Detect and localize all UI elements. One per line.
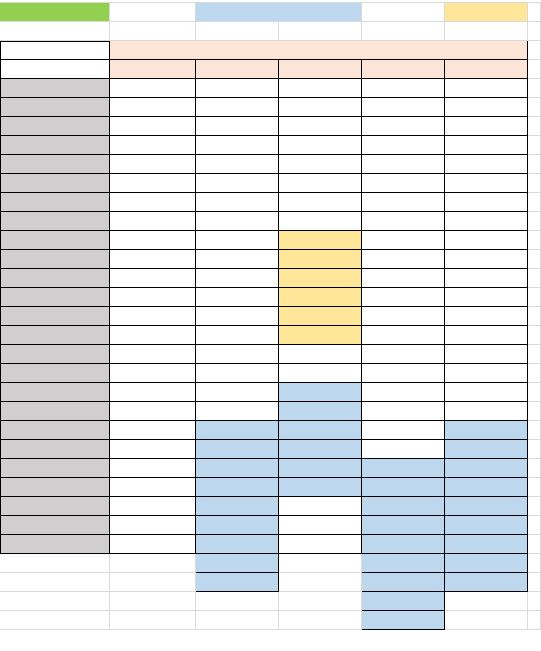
schedule-cell[interactable] bbox=[110, 402, 196, 421]
sheet-cell[interactable] bbox=[110, 554, 196, 573]
sheet-cell[interactable] bbox=[196, 22, 279, 41]
time-slot[interactable] bbox=[0, 497, 110, 516]
day-header-freitag[interactable] bbox=[445, 60, 528, 79]
sheet-cell[interactable] bbox=[528, 535, 541, 554]
schedule-cell[interactable] bbox=[110, 136, 196, 155]
sheet-cell[interactable] bbox=[528, 440, 541, 459]
sheet-cell[interactable] bbox=[196, 592, 279, 611]
schedule-cell[interactable] bbox=[445, 79, 528, 98]
sheet-cell[interactable] bbox=[528, 383, 541, 402]
time-slot[interactable] bbox=[0, 440, 110, 459]
schedule-cell[interactable] bbox=[279, 535, 362, 554]
training-entry[interactable] bbox=[279, 250, 362, 269]
training-entry[interactable] bbox=[279, 383, 362, 402]
training-entry[interactable] bbox=[362, 516, 445, 535]
schedule-cell[interactable] bbox=[279, 193, 362, 212]
training-entry[interactable] bbox=[279, 478, 362, 497]
schedule-cell[interactable] bbox=[362, 231, 445, 250]
training-entry[interactable] bbox=[445, 421, 528, 440]
sheet-cell[interactable] bbox=[528, 326, 541, 345]
schedule-cell[interactable] bbox=[110, 326, 196, 345]
training-entry[interactable] bbox=[445, 478, 528, 497]
time-slot[interactable] bbox=[0, 402, 110, 421]
training-entry[interactable] bbox=[445, 440, 528, 459]
time-slot[interactable] bbox=[0, 421, 110, 440]
training-entry[interactable] bbox=[445, 554, 528, 573]
schedule-cell[interactable] bbox=[196, 212, 279, 231]
day-header-dienstag[interactable] bbox=[196, 60, 279, 79]
training-entry[interactable] bbox=[196, 440, 279, 459]
day-header-donnerstag[interactable] bbox=[362, 60, 445, 79]
time-slot[interactable] bbox=[0, 155, 110, 174]
training-entry[interactable] bbox=[362, 554, 445, 573]
schedule-cell[interactable] bbox=[196, 79, 279, 98]
time-slot[interactable] bbox=[0, 459, 110, 478]
day-header-montag[interactable] bbox=[110, 60, 196, 79]
sheet-cell[interactable] bbox=[528, 79, 541, 98]
sheet-cell[interactable] bbox=[445, 22, 528, 41]
schedule-cell[interactable] bbox=[196, 193, 279, 212]
training-entry[interactable] bbox=[279, 231, 362, 250]
day-header-corner[interactable] bbox=[0, 60, 110, 79]
training-entry[interactable] bbox=[362, 573, 445, 592]
training-entry[interactable] bbox=[362, 535, 445, 554]
schedule-cell[interactable] bbox=[110, 497, 196, 516]
schedule-cell[interactable] bbox=[362, 421, 445, 440]
time-slot[interactable] bbox=[0, 383, 110, 402]
schedule-cell[interactable] bbox=[110, 79, 196, 98]
schedule-cell[interactable] bbox=[445, 193, 528, 212]
sheet-cell[interactable] bbox=[196, 611, 279, 630]
schedule-cell[interactable] bbox=[279, 497, 362, 516]
sheet-cell[interactable] bbox=[528, 478, 541, 497]
schedule-cell[interactable] bbox=[362, 307, 445, 326]
schedule-cell[interactable] bbox=[445, 98, 528, 117]
sheet-cell[interactable] bbox=[110, 22, 196, 41]
schedule-cell[interactable] bbox=[279, 98, 362, 117]
schedule-cell[interactable] bbox=[196, 383, 279, 402]
header-trainingsplatz[interactable] bbox=[110, 41, 528, 60]
schedule-cell[interactable] bbox=[445, 212, 528, 231]
schedule-cell[interactable] bbox=[362, 269, 445, 288]
sheet-cell[interactable] bbox=[528, 231, 541, 250]
training-entry[interactable] bbox=[279, 288, 362, 307]
schedule-cell[interactable] bbox=[279, 516, 362, 535]
training-entry[interactable] bbox=[279, 402, 362, 421]
schedule-cell[interactable] bbox=[279, 345, 362, 364]
sheet-cell[interactable] bbox=[528, 117, 541, 136]
training-entry[interactable] bbox=[196, 554, 279, 573]
schedule-cell[interactable] bbox=[445, 174, 528, 193]
sheet-cell[interactable] bbox=[445, 611, 528, 630]
schedule-cell[interactable] bbox=[196, 345, 279, 364]
time-slot[interactable] bbox=[0, 326, 110, 345]
schedule-cell[interactable] bbox=[362, 117, 445, 136]
schedule-cell[interactable] bbox=[196, 231, 279, 250]
schedule-cell[interactable] bbox=[279, 155, 362, 174]
sheet-cell[interactable] bbox=[528, 136, 541, 155]
time-slot[interactable] bbox=[0, 478, 110, 497]
schedule-cell[interactable] bbox=[445, 288, 528, 307]
schedule-cell[interactable] bbox=[445, 364, 528, 383]
schedule-cell[interactable] bbox=[110, 174, 196, 193]
training-entry[interactable] bbox=[196, 535, 279, 554]
sheet-cell[interactable] bbox=[528, 402, 541, 421]
sheet-cell[interactable] bbox=[528, 421, 541, 440]
schedule-cell[interactable] bbox=[279, 212, 362, 231]
sheet-cell[interactable] bbox=[0, 554, 110, 573]
time-slot[interactable] bbox=[0, 98, 110, 117]
schedule-cell[interactable] bbox=[110, 155, 196, 174]
schedule-cell[interactable] bbox=[196, 269, 279, 288]
schedule-cell[interactable] bbox=[196, 250, 279, 269]
time-slot[interactable] bbox=[0, 364, 110, 383]
schedule-cell[interactable] bbox=[110, 98, 196, 117]
training-entry[interactable] bbox=[279, 440, 362, 459]
time-slot[interactable] bbox=[0, 231, 110, 250]
sheet-cell[interactable] bbox=[110, 573, 196, 592]
schedule-cell[interactable] bbox=[445, 231, 528, 250]
schedule-cell[interactable] bbox=[110, 535, 196, 554]
sheet-cell[interactable] bbox=[0, 592, 110, 611]
sheet-cell[interactable] bbox=[528, 516, 541, 535]
sheet-cell[interactable] bbox=[445, 592, 528, 611]
schedule-cell[interactable] bbox=[196, 98, 279, 117]
time-slot[interactable] bbox=[0, 269, 110, 288]
time-slot[interactable] bbox=[0, 288, 110, 307]
training-entry[interactable] bbox=[362, 611, 445, 630]
day-header-mittwoch[interactable] bbox=[279, 60, 362, 79]
schedule-cell[interactable] bbox=[279, 136, 362, 155]
schedule-cell[interactable] bbox=[110, 345, 196, 364]
sheet-cell[interactable] bbox=[528, 193, 541, 212]
sheet-cell[interactable] bbox=[0, 22, 110, 41]
schedule-cell[interactable] bbox=[362, 364, 445, 383]
time-slot[interactable] bbox=[0, 345, 110, 364]
sheet-cell[interactable] bbox=[528, 573, 541, 592]
sheet-cell[interactable] bbox=[528, 155, 541, 174]
schedule-cell[interactable] bbox=[445, 155, 528, 174]
schedule-cell[interactable] bbox=[196, 136, 279, 155]
schedule-cell[interactable] bbox=[445, 402, 528, 421]
schedule-cell[interactable] bbox=[196, 307, 279, 326]
schedule-cell[interactable] bbox=[110, 212, 196, 231]
schedule-cell[interactable] bbox=[362, 288, 445, 307]
sheet-cell[interactable] bbox=[110, 592, 196, 611]
schedule-cell[interactable] bbox=[110, 288, 196, 307]
sheet-cell[interactable] bbox=[528, 212, 541, 231]
schedule-cell[interactable] bbox=[196, 174, 279, 193]
sheet-cell[interactable] bbox=[110, 3, 196, 22]
training-entry[interactable] bbox=[196, 421, 279, 440]
schedule-cell[interactable] bbox=[362, 193, 445, 212]
schedule-cell[interactable] bbox=[362, 345, 445, 364]
time-slot[interactable] bbox=[0, 516, 110, 535]
training-entry[interactable] bbox=[279, 421, 362, 440]
time-slot[interactable] bbox=[0, 307, 110, 326]
sheet-cell[interactable] bbox=[362, 3, 445, 22]
training-entry[interactable] bbox=[279, 307, 362, 326]
sheet-cell[interactable] bbox=[528, 345, 541, 364]
schedule-cell[interactable] bbox=[279, 117, 362, 136]
schedule-cell[interactable] bbox=[196, 117, 279, 136]
training-entry[interactable] bbox=[196, 573, 279, 592]
schedule-cell[interactable] bbox=[110, 459, 196, 478]
schedule-cell[interactable] bbox=[196, 402, 279, 421]
sheet-cell[interactable] bbox=[110, 611, 196, 630]
schedule-cell[interactable] bbox=[110, 193, 196, 212]
schedule-cell[interactable] bbox=[110, 516, 196, 535]
training-entry[interactable] bbox=[196, 497, 279, 516]
schedule-cell[interactable] bbox=[445, 269, 528, 288]
sheet-cell[interactable] bbox=[528, 60, 541, 79]
sheet-cell[interactable] bbox=[528, 41, 541, 60]
sheet-cell[interactable] bbox=[528, 22, 541, 41]
sheet-cell[interactable] bbox=[362, 22, 445, 41]
sheet-cell[interactable] bbox=[528, 554, 541, 573]
schedule-cell[interactable] bbox=[445, 326, 528, 345]
schedule-cell[interactable] bbox=[196, 155, 279, 174]
sheet-cell[interactable] bbox=[528, 98, 541, 117]
sheet-cell[interactable] bbox=[528, 288, 541, 307]
header-corner[interactable] bbox=[0, 41, 110, 60]
schedule-cell[interactable] bbox=[110, 440, 196, 459]
schedule-cell[interactable] bbox=[445, 307, 528, 326]
time-slot[interactable] bbox=[0, 117, 110, 136]
schedule-cell[interactable] bbox=[362, 402, 445, 421]
sheet-cell[interactable] bbox=[0, 611, 110, 630]
sheet-cell[interactable] bbox=[0, 573, 110, 592]
schedule-cell[interactable] bbox=[445, 345, 528, 364]
schedule-cell[interactable] bbox=[110, 421, 196, 440]
training-entry[interactable] bbox=[362, 478, 445, 497]
sheet-cell[interactable] bbox=[528, 174, 541, 193]
training-entry[interactable] bbox=[362, 459, 445, 478]
schedule-cell[interactable] bbox=[362, 326, 445, 345]
schedule-cell[interactable] bbox=[196, 288, 279, 307]
training-entry[interactable] bbox=[196, 516, 279, 535]
schedule-cell[interactable] bbox=[445, 117, 528, 136]
training-entry[interactable] bbox=[279, 326, 362, 345]
schedule-cell[interactable] bbox=[110, 269, 196, 288]
schedule-cell[interactable] bbox=[362, 440, 445, 459]
schedule-cell[interactable] bbox=[445, 136, 528, 155]
sheet-cell[interactable] bbox=[528, 459, 541, 478]
time-slot[interactable] bbox=[0, 212, 110, 231]
schedule-cell[interactable] bbox=[362, 383, 445, 402]
schedule-cell[interactable] bbox=[445, 383, 528, 402]
sheet-cell[interactable] bbox=[528, 307, 541, 326]
training-entry[interactable] bbox=[445, 497, 528, 516]
schedule-cell[interactable] bbox=[196, 364, 279, 383]
time-slot[interactable] bbox=[0, 79, 110, 98]
time-slot[interactable] bbox=[0, 136, 110, 155]
schedule-cell[interactable] bbox=[362, 98, 445, 117]
training-entry[interactable] bbox=[279, 269, 362, 288]
sheet-cell[interactable] bbox=[279, 592, 362, 611]
training-entry[interactable] bbox=[196, 478, 279, 497]
training-entry[interactable] bbox=[362, 592, 445, 611]
schedule-cell[interactable] bbox=[110, 250, 196, 269]
schedule-cell[interactable] bbox=[362, 136, 445, 155]
schedule-cell[interactable] bbox=[362, 250, 445, 269]
schedule-cell[interactable] bbox=[110, 307, 196, 326]
training-entry[interactable] bbox=[279, 459, 362, 478]
schedule-cell[interactable] bbox=[110, 478, 196, 497]
schedule-cell[interactable] bbox=[445, 250, 528, 269]
sheet-cell[interactable] bbox=[279, 573, 362, 592]
sheet-cell[interactable] bbox=[528, 250, 541, 269]
schedule-cell[interactable] bbox=[279, 364, 362, 383]
schedule-cell[interactable] bbox=[279, 174, 362, 193]
training-entry[interactable] bbox=[445, 535, 528, 554]
sheet-cell[interactable] bbox=[279, 22, 362, 41]
schedule-cell[interactable] bbox=[362, 174, 445, 193]
time-slot[interactable] bbox=[0, 174, 110, 193]
training-entry[interactable] bbox=[445, 573, 528, 592]
time-slot[interactable] bbox=[0, 193, 110, 212]
legend-regulaer[interactable] bbox=[445, 3, 528, 22]
training-entry[interactable] bbox=[196, 459, 279, 478]
sheet-cell[interactable] bbox=[279, 554, 362, 573]
legend-platzsperre[interactable] bbox=[196, 3, 362, 22]
sheet-cell[interactable] bbox=[528, 3, 541, 22]
training-entry[interactable] bbox=[445, 459, 528, 478]
schedule-cell[interactable] bbox=[279, 79, 362, 98]
sheet-cell[interactable] bbox=[528, 497, 541, 516]
sheet-cell[interactable] bbox=[528, 364, 541, 383]
schedule-cell[interactable] bbox=[362, 155, 445, 174]
schedule-cell[interactable] bbox=[362, 212, 445, 231]
schedule-cell[interactable] bbox=[110, 364, 196, 383]
schedule-cell[interactable] bbox=[196, 326, 279, 345]
time-slot[interactable] bbox=[0, 250, 110, 269]
schedule-cell[interactable] bbox=[362, 79, 445, 98]
training-entry[interactable] bbox=[445, 516, 528, 535]
sheet-cell[interactable] bbox=[279, 611, 362, 630]
sheet-cell[interactable] bbox=[528, 611, 541, 630]
training-entry[interactable] bbox=[362, 497, 445, 516]
schedule-cell[interactable] bbox=[110, 383, 196, 402]
time-slot[interactable] bbox=[0, 535, 110, 554]
schedule-cell[interactable] bbox=[110, 117, 196, 136]
schedule-cell[interactable] bbox=[110, 231, 196, 250]
legend-kirchgellersen[interactable] bbox=[0, 3, 110, 22]
sheet-cell[interactable] bbox=[528, 269, 541, 288]
sheet-cell[interactable] bbox=[528, 592, 541, 611]
